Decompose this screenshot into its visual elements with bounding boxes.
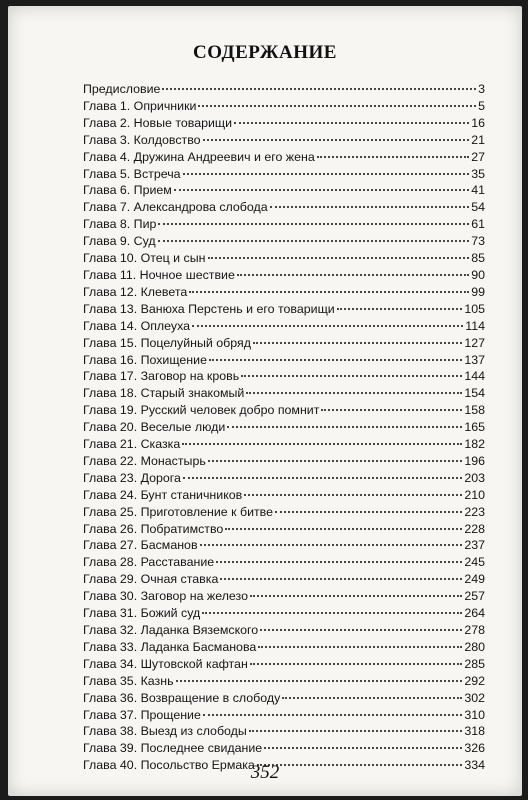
toc-entry-label: Глава 26. Побратимство xyxy=(83,521,224,536)
toc-entry xyxy=(83,368,485,385)
toc-entry xyxy=(83,98,485,115)
toc-dot-leader xyxy=(208,257,470,259)
toc-entry-label: Глава 9. Суд xyxy=(83,234,156,249)
toc-entry xyxy=(83,284,485,301)
toc-entry xyxy=(83,335,485,352)
toc-dot-leader xyxy=(258,646,462,648)
toc-dot-leader xyxy=(174,189,469,191)
toc-entry xyxy=(83,588,485,605)
toc-entry-page: 41 xyxy=(471,183,485,198)
toc-entry-page: 237 xyxy=(464,538,485,553)
toc-entry-label: Глава 4. Дружина Андреевич и его жена xyxy=(83,149,315,164)
toc-entry-label: Глава 30. Заговор на железо xyxy=(83,589,248,604)
toc-entry-label: Глава 22. Монастырь xyxy=(83,453,206,468)
toc-dot-leader xyxy=(249,730,463,732)
toc-dot-leader xyxy=(246,392,462,394)
toc-entry xyxy=(83,537,485,554)
toc-entry-label: Глава 11. Ночное шествие xyxy=(83,267,235,282)
toc-dot-leader xyxy=(275,511,462,513)
toc-entry-label: Глава 35. Казнь xyxy=(83,673,174,688)
toc-entry xyxy=(83,81,485,98)
toc-entry-page: 158 xyxy=(464,403,485,418)
toc-entry-page: 210 xyxy=(464,487,485,502)
toc-entry-label: Глава 5. Встреча xyxy=(83,166,181,181)
toc-entry xyxy=(83,571,485,588)
toc-entry-label: Предисловие xyxy=(83,82,161,96)
toc-entry-label: Глава 7. Александрова слобода xyxy=(83,200,268,215)
toc-dot-leader xyxy=(203,714,462,716)
toc-dot-leader xyxy=(162,88,476,90)
toc-entry-label: Глава 38. Выезд из слободы xyxy=(83,724,247,739)
toc-entry xyxy=(83,182,485,199)
toc-entry-label: Глава 32. Ладанка Вяземского xyxy=(83,623,259,637)
toc-dot-leader xyxy=(176,680,463,682)
toc-entry-label: Глава 24. Бунт станичников xyxy=(83,487,243,502)
toc-entry-label: Глава 13. Ванюха Перстень и его товарищи xyxy=(83,301,335,316)
toc-entry-page: 90 xyxy=(471,267,485,282)
toc-dot-leader xyxy=(237,274,469,276)
toc-entry-page: 3 xyxy=(478,82,485,96)
toc-entry-page: 73 xyxy=(471,234,485,249)
book-page xyxy=(8,6,522,796)
toc-entry-page: 280 xyxy=(464,639,485,654)
toc-entry-label: Глава 19. Русский человек добро помнит xyxy=(83,403,320,418)
toc-entry xyxy=(83,352,485,369)
toc-entry xyxy=(83,233,485,250)
toc-entry-page: 228 xyxy=(464,521,485,536)
toc-entry-label: Глава 31. Божий суд xyxy=(83,606,201,621)
toc-entry-label: Глава 2. Новые товарищи xyxy=(83,115,233,130)
toc-entry xyxy=(83,199,485,216)
toc-dot-leader xyxy=(244,494,462,496)
toc-entry xyxy=(83,318,485,335)
toc-entry-page: 264 xyxy=(464,606,485,621)
toc-entry-page: 144 xyxy=(464,369,485,384)
toc-dot-leader xyxy=(270,206,470,208)
toc-entry xyxy=(83,132,485,149)
toc-dot-leader xyxy=(209,359,462,361)
toc-entry xyxy=(83,690,485,707)
toc-entry-label: Глава 1. Опричники xyxy=(83,98,197,113)
toc-dot-leader xyxy=(216,561,462,563)
toc-dot-leader xyxy=(227,426,462,428)
toc-dot-leader xyxy=(260,629,462,631)
toc-entry xyxy=(83,605,485,622)
toc-dot-leader xyxy=(225,528,462,530)
toc-dot-leader xyxy=(282,697,462,699)
toc-entry-label: Глава 3. Колдовство xyxy=(83,132,201,147)
toc-entry-label: Глава 18. Старый знакомый xyxy=(83,386,245,401)
toc-entry-page: 318 xyxy=(464,724,485,739)
toc-entry-page: 105 xyxy=(464,301,485,316)
toc-entry-label: Глава 25. Приготовление к битве xyxy=(83,504,273,519)
toc-entry-page: 99 xyxy=(471,284,485,299)
toc-dot-leader xyxy=(250,663,463,665)
toc-entry xyxy=(83,707,485,724)
toc-entry-page: 85 xyxy=(471,251,485,266)
toc-entry-label: Глава 27. Басманов xyxy=(83,538,198,553)
toc-entry xyxy=(83,740,485,757)
toc-entry-page: 223 xyxy=(464,504,485,519)
toc-entry-page: 165 xyxy=(464,420,485,435)
page-title: СОДЕРЖАНИЕ xyxy=(193,42,337,63)
toc-entry-page: 21 xyxy=(471,132,485,147)
toc-entry-label: Глава 37. Прощение xyxy=(83,707,201,722)
toc-entry xyxy=(83,419,485,436)
toc-entry-label: Глава 28. Расставание xyxy=(83,555,215,570)
toc-entry-label: Глава 33. Ладанка Басманова xyxy=(83,639,257,654)
toc-entry-label: Глава 8. Пир xyxy=(83,217,157,232)
toc-entry-label: Глава 29. Очная ставка xyxy=(83,572,219,587)
toc-entry-page: 278 xyxy=(464,623,485,637)
toc-entry-label: Глава 34. Шутовской кафтан xyxy=(83,656,248,671)
toc-entry-page: 27 xyxy=(471,149,485,164)
toc-dot-leader xyxy=(321,409,462,411)
toc-entry-label: Глава 14. Оплеуха xyxy=(83,318,191,333)
toc-entry-page: 203 xyxy=(464,470,485,485)
toc-entry-page: 5 xyxy=(478,98,485,113)
toc-dot-leader xyxy=(220,578,462,580)
toc-entry-page: 35 xyxy=(471,166,485,181)
toc-entry xyxy=(83,402,485,419)
toc-dot-leader xyxy=(202,612,462,614)
toc-entry-label: Глава 20. Веселые люди xyxy=(83,420,226,435)
toc-entry-page: 334 xyxy=(464,758,485,773)
toc-entry-page: 127 xyxy=(464,335,485,350)
toc-entry xyxy=(83,301,485,318)
toc-entry-label: Глава 16. Похищение xyxy=(83,352,207,367)
toc-entry-page: 137 xyxy=(464,352,485,367)
toc-entry-label: Глава 21. Сказка xyxy=(83,437,181,452)
toc-entry xyxy=(83,436,485,453)
toc-dot-leader xyxy=(241,375,462,377)
toc-entry-label: Глава 15. Поцелуйный обряд xyxy=(83,335,251,350)
toc-entry-label: Глава 39. Последнее свидание xyxy=(83,741,263,756)
toc-entry xyxy=(83,723,485,740)
toc-dot-leader xyxy=(183,173,470,175)
toc-entry-page: 154 xyxy=(464,386,485,401)
toc-dot-leader xyxy=(200,544,463,546)
toc-entry-page: 54 xyxy=(471,200,485,215)
toc-entry-page: 249 xyxy=(464,572,485,587)
toc-dot-leader xyxy=(198,105,476,107)
toc-entry-page: 182 xyxy=(464,437,485,452)
toc-dot-leader xyxy=(182,443,462,445)
toc-entry-page: 257 xyxy=(464,589,485,604)
page-number: 352 xyxy=(250,762,280,783)
toc-entry xyxy=(83,250,485,267)
toc-dot-leader xyxy=(253,342,462,344)
toc-entry xyxy=(83,521,485,538)
toc-entry-page: 285 xyxy=(464,656,485,671)
toc-entry xyxy=(83,470,485,487)
toc-entry-page: 326 xyxy=(464,741,485,756)
toc-dot-leader xyxy=(264,747,462,749)
toc-dot-leader xyxy=(158,223,469,225)
toc-entry-page: 292 xyxy=(464,673,485,688)
toc-entry xyxy=(83,149,485,166)
toc-entry-page: 302 xyxy=(464,690,485,705)
toc-entry-page: 16 xyxy=(471,115,485,130)
toc-entry-page: 196 xyxy=(464,453,485,468)
toc-dot-leader xyxy=(250,595,462,597)
toc-entry xyxy=(83,504,485,521)
toc-entry xyxy=(83,656,485,673)
toc-entry-page: 114 xyxy=(465,318,485,333)
toc-dot-leader xyxy=(203,139,470,141)
toc-entry xyxy=(83,622,485,639)
toc-entry xyxy=(83,554,485,571)
toc-dot-leader xyxy=(317,156,469,158)
toc-entry xyxy=(83,487,485,504)
toc-dot-leader xyxy=(183,477,462,479)
toc-entry-label: Глава 17. Заговор на кровь xyxy=(83,369,240,384)
toc-entry-label: Глава 23. Дорога xyxy=(83,470,181,485)
table-of-contents xyxy=(83,81,485,774)
toc-entry xyxy=(83,639,485,656)
toc-dot-leader xyxy=(158,240,470,242)
toc-entry xyxy=(83,267,485,284)
toc-entry xyxy=(83,115,485,132)
toc-dot-leader xyxy=(337,308,463,310)
toc-entry-label: Глава 40. Посольство Ермака xyxy=(83,758,255,773)
toc-dot-leader xyxy=(192,325,463,327)
toc-entry-label: Глава 6. Прием xyxy=(83,183,172,198)
toc-entry-label: Глава 12. Клевета xyxy=(83,284,188,299)
toc-entry-page: 61 xyxy=(471,217,485,232)
toc-entry xyxy=(83,673,485,690)
toc-dot-leader xyxy=(208,460,463,462)
toc-entry xyxy=(83,216,485,233)
toc-entry xyxy=(83,453,485,470)
toc-entry-label: Глава 36. Возвращение в слободу xyxy=(83,690,281,705)
toc-dot-leader xyxy=(189,291,469,293)
toc-entry-label: Глава 10. Отец и сын xyxy=(83,251,206,266)
toc-entry xyxy=(83,385,485,402)
toc-entry-page: 310 xyxy=(464,707,485,722)
toc-dot-leader xyxy=(234,122,469,124)
toc-entry xyxy=(83,166,485,183)
toc-entry-page: 245 xyxy=(464,555,485,570)
